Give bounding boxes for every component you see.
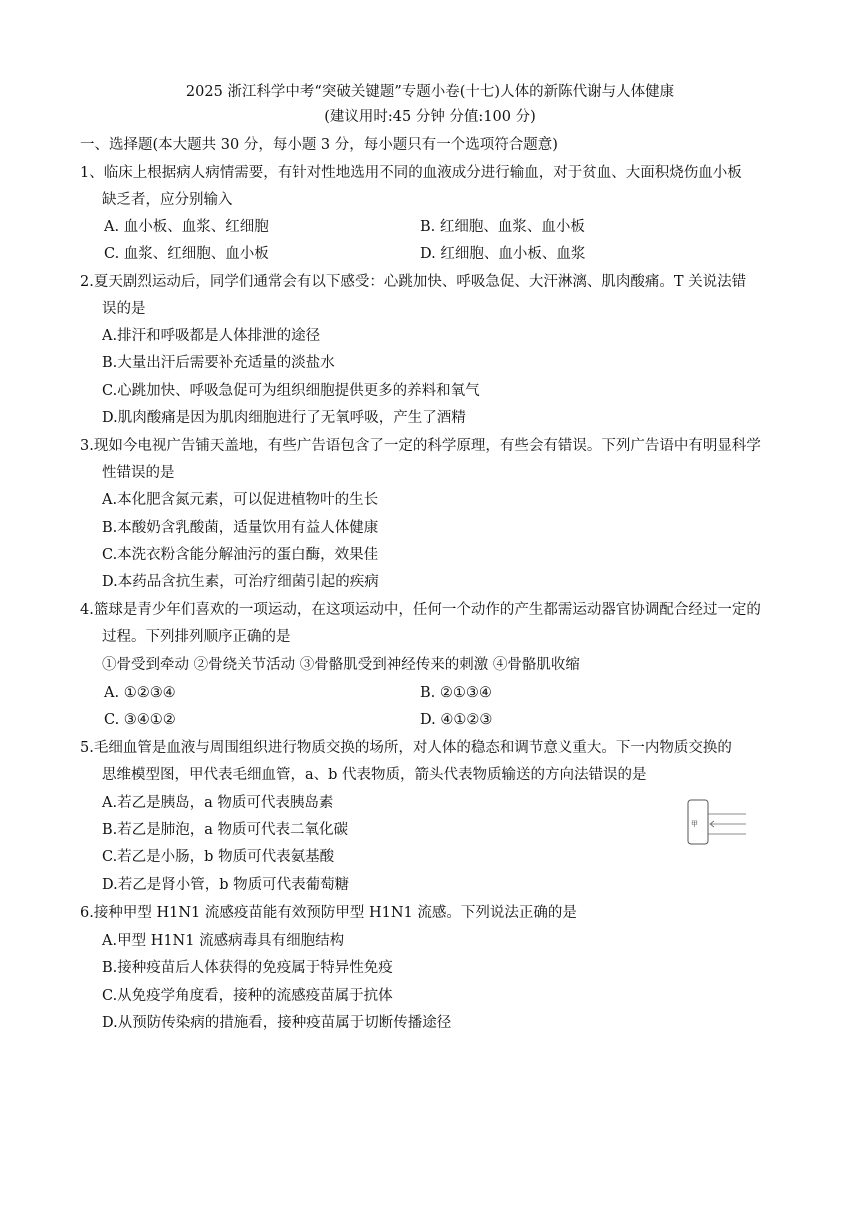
q5-option-c: C.若乙是小肠，b 物质可代表氨基酸 — [102, 849, 335, 865]
q1-option-c: C. 血浆、红细胞、血小板 — [104, 246, 269, 262]
q3-stem-line1: 3.现如今电视广告铺天盖地，有些广告语包含了一定的科学原理，有些会有错误。下列广告语中有明显科学 — [80, 438, 761, 454]
q5-option-b: B.若乙是肺泡，a 物质可代表二氧化碳 — [102, 822, 349, 838]
q3-option-b: B.本酸奶含乳酸菌，适量饮用有益人体健康 — [102, 520, 379, 536]
q1-option-a: A. 血小板、血浆、红细胞 — [104, 219, 269, 235]
q1-stem-line1: 1、临床上根据病人病情需要，有针对性地选用不同的血液成分进行输血，对于贫血、大面积烧伤血小板 — [80, 165, 742, 181]
exam-subtitle: (建议用时:45 分钟 分值:100 分) — [324, 109, 536, 125]
capillary-label: 甲 — [691, 820, 698, 828]
q4-option-c: C. ③④①② — [104, 712, 176, 728]
capillary-exchange-diagram — [686, 798, 750, 848]
q3-stem-line2: 性错误的是 — [102, 465, 175, 481]
q5-option-d: D.若乙是肾小管，b 物质可代表葡萄糖 — [102, 877, 350, 893]
q2-stem-line2: 误的是 — [102, 301, 146, 317]
q1-stem-line2: 缺乏者，应分别输入 — [102, 192, 233, 208]
q3-option-a: A.本化肥含氮元素，可以促进植物叶的生长 — [102, 492, 379, 508]
q1-option-b: B. 红细胞、血浆、血小板 — [420, 219, 585, 235]
q6-option-c: C.从免疫学角度看，接种的流感疫苗属于抗体 — [102, 988, 393, 1004]
q6-option-d: D.从预防传染病的措施看，接种疫苗属于切断传播途径 — [102, 1015, 452, 1031]
q6-option-a: A.甲型 H1N1 流感病毒具有细胞结构 — [102, 933, 345, 949]
q5-stem-line2: 思维模型图，甲代表毛细血管，a、b 代表物质，箭头代表物质输送的方向法错误的是 — [102, 767, 647, 783]
q6-option-b: B.接种疫苗后人体获得的免疫属于特异性免疫 — [102, 960, 393, 976]
q2-option-a: A.排汗和呼吸都是人体排泄的途径 — [102, 328, 321, 344]
q4-option-d: D. ④①②③ — [420, 712, 493, 728]
q6-stem-line1: 6.接种甲型 H1N1 流感疫苗能有效预防甲型 H1N1 流感。下列说法正确的是 — [80, 905, 577, 921]
q4-option-a: A. ①②③④ — [104, 685, 176, 701]
section-heading: 一、选择题(本大题共 30 分，每小题 3 分，每小题只有一个选项符合题意) — [80, 137, 558, 153]
q4-stem-line1: 4.篮球是青少年们喜欢的一项运动，在这项运动中，任何一个动作的产生都需运动器官协调配合经过一定的 — [80, 602, 761, 618]
q4-option-b: B. ②①③④ — [420, 685, 492, 701]
q3-option-c: C.本洗衣粉含能分解油污的蛋白酶，效果佳 — [102, 547, 379, 563]
q2-stem-line1: 2.夏天剧烈运动后，同学们通常会有以下感受：心跳加快、呼吸急促、大汗淋漓、肌肉酸痛。T 关说法错 — [80, 274, 747, 290]
exam-title: 2025 浙江科学中考“突破关键题”专题小卷(十七)人体的新陈代谢与人体健康 — [185, 84, 675, 100]
q2-option-c: C.心跳加快、呼吸急促可为组织细胞提供更多的养料和氧气 — [102, 383, 480, 399]
q3-option-d: D.本药品含抗生素，可治疗细菌引起的疾病 — [102, 574, 379, 590]
q2-option-d: D.肌肉酸痛是因为肌肉细胞进行了无氧呼吸，产生了酒精 — [102, 410, 466, 426]
q5-stem-line1: 5.毛细血管是血液与周围组织进行物质交换的场所，对人体的稳态和调节意义重大。下一内物质交换的 — [80, 740, 732, 756]
q5-option-a: A.若乙是胰岛，a 物质可代表胰岛素 — [102, 795, 334, 811]
q2-option-b: B.大量出汗后需要补充适量的淡盐水 — [102, 355, 335, 371]
q4-stem-line2: 过程。下列排列顺序正确的是 — [102, 629, 291, 645]
q1-option-d: D. 红细胞、血小板、血浆 — [420, 246, 586, 262]
q4-sequence-items: ①骨受到牵动 ②骨绕关节活动 ③骨骼肌受到神经传来的刺激 ④骨骼肌收缩 — [102, 657, 580, 673]
